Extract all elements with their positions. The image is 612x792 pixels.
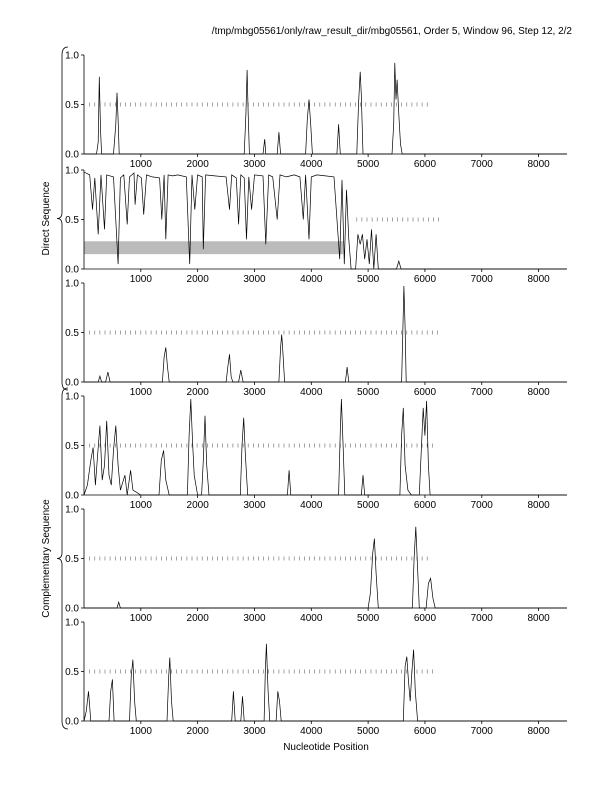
panel-1: [65, 51, 567, 171]
page-title: /tmp/mbg05561/only/raw_result_dir/mbg05561, Order 5, Window 96, Step 12, 2/2: [211, 26, 572, 37]
x-tick-label: 7000: [470, 500, 493, 511]
half-threshold-marks: [90, 103, 428, 107]
x-tick-label: 1000: [129, 726, 152, 737]
series-line: [84, 172, 567, 269]
y-tick-label: 0.0: [65, 603, 79, 615]
x-tick-label: 1000: [129, 274, 152, 285]
x-tick-label: 5000: [356, 726, 380, 737]
x-tick-label: 6000: [413, 274, 437, 285]
x-tick-label: 4000: [300, 159, 323, 170]
half-threshold-marks: [90, 557, 428, 561]
x-tick-label: 5000: [356, 613, 380, 624]
x-tick-label: 2000: [186, 726, 209, 737]
x-tick-label: 4000: [300, 613, 323, 624]
y-tick-label: 0.5: [65, 215, 79, 226]
series-line: [84, 63, 567, 154]
panel-4: [65, 392, 567, 512]
half-threshold-marks: [357, 218, 439, 222]
y-tick-label: 0.0: [65, 377, 79, 389]
y-tick-label: 0.5: [65, 328, 79, 339]
x-tick-label: 7000: [470, 159, 493, 170]
x-tick-label: 6000: [413, 613, 437, 624]
x-tick-label: 1000: [129, 500, 152, 511]
x-tick-label: 6000: [413, 159, 437, 170]
x-tick-label: 7000: [470, 613, 493, 624]
x-tick-label: 8000: [527, 500, 550, 511]
x-tick-label: 8000: [527, 613, 550, 624]
x-tick-label: 6000: [413, 726, 437, 737]
y-tick-label: 1.0: [65, 504, 79, 516]
x-tick-label: 3000: [243, 274, 266, 285]
x-tick-label: 7000: [470, 387, 493, 398]
half-threshold-marks: [90, 444, 433, 448]
y-tick-label: 0.5: [65, 100, 79, 111]
x-tick-label: 7000: [470, 726, 493, 737]
panels-group: [65, 51, 567, 738]
x-tick-label: 1000: [129, 613, 152, 624]
x-tick-label: 2000: [186, 274, 209, 285]
x-axis-label: Nucleotide Position: [283, 742, 369, 753]
x-tick-label: 7000: [470, 274, 493, 285]
x-tick-label: 4000: [300, 500, 323, 511]
y-tick-label: 0.0: [65, 490, 79, 502]
x-tick-label: 3000: [243, 613, 266, 624]
y-tick-label: 0.5: [65, 667, 79, 678]
x-tick-label: 2000: [186, 500, 209, 511]
x-tick-label: 4000: [300, 274, 323, 285]
x-tick-label: 8000: [527, 726, 550, 737]
x-tick-label: 2000: [186, 159, 209, 170]
panel-5: [65, 505, 567, 625]
group-brackets: [41, 47, 68, 729]
series-line: [84, 527, 567, 608]
y-tick-label: 0.5: [65, 441, 79, 452]
x-tick-label: 1000: [129, 387, 152, 398]
x-tick-label: 3000: [243, 387, 266, 398]
x-tick-label: 8000: [527, 387, 550, 398]
x-tick-label: 5000: [356, 274, 380, 285]
y-tick-label: 1.0: [65, 50, 79, 62]
y-tick-label: 1.0: [65, 617, 79, 629]
y-tick-label: 0.5: [65, 554, 79, 565]
half-threshold-marks: [90, 670, 433, 674]
y-tick-label: 1.0: [65, 278, 79, 290]
x-tick-label: 2000: [186, 613, 209, 624]
x-tick-label: 5000: [356, 159, 380, 170]
x-tick-label: 4000: [300, 726, 323, 737]
series-line: [84, 644, 567, 721]
x-tick-label: 5000: [356, 387, 380, 398]
panel-2: [65, 166, 567, 286]
y-tick-label: 0.0: [65, 264, 79, 276]
y-tick-label: 1.0: [65, 391, 79, 403]
y-tick-label: 0.0: [65, 716, 79, 728]
x-tick-label: 6000: [413, 387, 437, 398]
half-threshold-marks: [90, 331, 438, 335]
group-label: Complementary Sequence: [41, 499, 52, 618]
x-tick-label: 3000: [243, 726, 266, 737]
complementary-sequence-bracket: [41, 388, 68, 729]
x-tick-label: 5000: [356, 500, 380, 511]
x-tick-label: 2000: [186, 387, 209, 398]
shaded-band: [84, 241, 343, 254]
panel-3: [65, 279, 567, 399]
direct-sequence-bracket: [41, 47, 68, 390]
panel-6: [65, 618, 567, 738]
x-tick-label: 8000: [527, 159, 550, 170]
x-tick-label: 6000: [413, 500, 437, 511]
x-tick-label: 8000: [527, 274, 550, 285]
x-tick-label: 3000: [243, 500, 266, 511]
x-tick-label: 1000: [129, 159, 152, 170]
x-tick-label: 4000: [300, 387, 323, 398]
y-tick-label: 0.0: [65, 149, 79, 161]
x-tick-label: 3000: [243, 159, 266, 170]
y-tick-label: 1.0: [65, 165, 79, 177]
group-label: Direct Sequence: [41, 181, 52, 256]
